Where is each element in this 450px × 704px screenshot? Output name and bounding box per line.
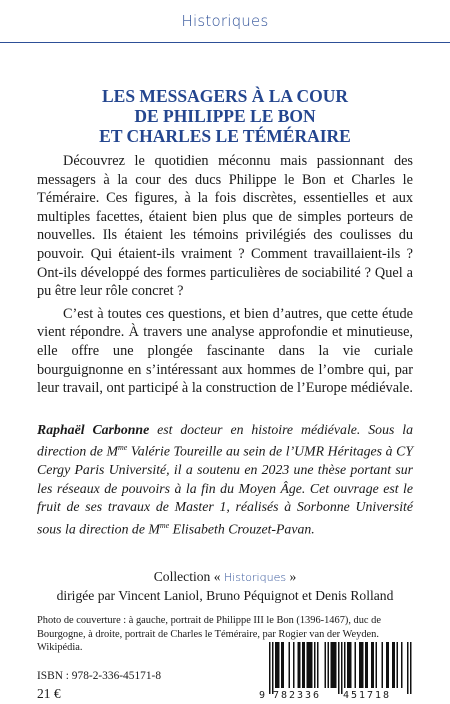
barcode-bar bbox=[328, 642, 330, 688]
barcode-bar bbox=[334, 642, 336, 688]
series-divider bbox=[0, 42, 450, 43]
barcode-bar bbox=[335, 642, 337, 688]
barcode-bar bbox=[341, 642, 343, 694]
barcode-bar bbox=[362, 642, 364, 688]
barcode-bar bbox=[382, 642, 384, 688]
barcode bbox=[257, 640, 423, 700]
barcode-bar bbox=[277, 642, 279, 688]
collection-line bbox=[0, 568, 450, 587]
barcode-bar bbox=[347, 642, 349, 688]
barcode-bar bbox=[304, 642, 306, 688]
barcode-left-digits: 782336 bbox=[272, 690, 322, 700]
barcode-bar bbox=[332, 642, 334, 688]
title-line-1: LES MESSAGERS À LA COUR bbox=[101, 86, 349, 106]
barcode-bar bbox=[397, 642, 399, 688]
bio-text-3: Elisabeth Crouzet-Pavan. bbox=[169, 521, 315, 537]
barcode-bar bbox=[359, 642, 361, 688]
photo-credit: Photo de couverture : à gauche, portrait de Philippe III le Bon (1396-1467), duc de Bourgogne, à droite, portrait de Charles le Téméraire, par Rogier van der Weyden. Wikipédia. bbox=[37, 615, 381, 654]
description-paragraph-1: Découvrez le quotidien méconnu mais passionnant des messagers à la cour des ducs Philippe le Bon et Charles le Téméraire. Ces figures, à la fois discrètes, essentielles et aux multiples facettes, étaient bien plus que de simples porteurs de nouvelles. Ils étaient les témoins privilégiés des coulisses du pouvoir. Qui étaient-ils vraiment ? Comment travaillaient-ils ? Ont-ils développé des formes particulières de sociabilité ? Quel a pu être leur rôle concret ? bbox=[37, 153, 413, 300]
bio-sup-2: me bbox=[159, 520, 170, 530]
barcode-bar bbox=[272, 642, 274, 694]
price: 21 € bbox=[37, 686, 61, 701]
barcode-bar bbox=[373, 642, 375, 688]
barcode-bar bbox=[355, 642, 357, 688]
barcode-right-digits: 451718 bbox=[342, 690, 392, 700]
barcode-bar bbox=[338, 642, 340, 694]
barcode-bar bbox=[325, 642, 327, 688]
bio-text-2: Valérie Toureille au sein de l’UMR Héritages à CY Cergy Paris Université, il a soutenu en 2023 une thèse portant sur les réseaux de pouvoirs à la fin du Moyen Âge. Cet ouvrage est le fruit de ses travaux de Master 1, réalisés à Sorbonne Université sous la direction de M bbox=[37, 444, 413, 537]
barcode-bar bbox=[310, 642, 312, 688]
barcode-bar bbox=[269, 642, 271, 694]
description-paragraph-2: C’est à toutes ces questions, et bien d’autres, que cette étude vient répondre. À travers une analyse approfondie et minutieuse, elle offre une plongée fascinante dans la vie curiale bourguignonne en s’intéressant aux hommes de l’ombre qui, par leur travail, ont participé à la construction de l’Europe médiévale. bbox=[37, 305, 413, 397]
barcode-bar bbox=[283, 642, 285, 688]
isbn: ISBN : 978-2-336-45171-8 bbox=[37, 670, 162, 682]
barcode-bar bbox=[371, 642, 373, 688]
barcode-bar bbox=[386, 642, 388, 688]
barcode-bar bbox=[331, 642, 333, 688]
barcode-graphic bbox=[257, 640, 423, 700]
bio-text-1: est docteur en histoire médiévale. Sous la direction de M bbox=[37, 422, 414, 459]
barcode-bar bbox=[275, 642, 277, 688]
barcode-bar bbox=[293, 642, 295, 688]
barcode-bar bbox=[410, 642, 412, 694]
barcode-bar bbox=[365, 642, 367, 688]
barcode-bar bbox=[299, 642, 301, 688]
book-description bbox=[37, 152, 413, 398]
collection-prefix: Collection « bbox=[153, 569, 221, 584]
barcode-bar bbox=[367, 642, 369, 688]
barcode-bar bbox=[401, 642, 403, 688]
barcode-bar bbox=[308, 642, 310, 688]
barcode-bar bbox=[298, 642, 300, 688]
author-name: Raphaël Carbonne bbox=[37, 422, 150, 437]
series-name: Historiques bbox=[181, 12, 269, 30]
collection-info bbox=[0, 568, 450, 605]
collection-suffix: » bbox=[289, 569, 297, 584]
barcode-bar bbox=[311, 642, 313, 688]
author-biography bbox=[37, 421, 413, 539]
title-line-2: DE PHILIPPE LE BON bbox=[134, 106, 316, 126]
barcode-first-digit: 9 bbox=[259, 690, 266, 700]
collection-directors: dirigée par Vincent Laniol, Bruno Péquignot et Denis Rolland bbox=[56, 588, 394, 603]
barcode-bar bbox=[394, 642, 396, 688]
barcode-bar bbox=[388, 642, 390, 688]
barcode-bar bbox=[350, 642, 352, 688]
barcode-bar bbox=[392, 642, 394, 688]
collection-name: Historiques bbox=[223, 571, 287, 584]
barcode-bar bbox=[317, 642, 319, 688]
barcode-bar bbox=[349, 642, 351, 688]
barcode-bar bbox=[289, 642, 291, 688]
barcode-bar bbox=[376, 642, 378, 688]
barcode-bar bbox=[278, 642, 280, 688]
barcode-bar bbox=[302, 642, 304, 688]
bio-sup-1: me bbox=[117, 443, 128, 453]
title-line-3: ET CHARLES LE TÉMÉRAIRE bbox=[99, 126, 351, 146]
barcode-bar bbox=[314, 642, 316, 688]
barcode-bar bbox=[361, 642, 363, 688]
barcode-bar bbox=[307, 642, 309, 688]
barcode-bar bbox=[344, 642, 346, 688]
book-title bbox=[60, 86, 390, 146]
barcode-bar bbox=[281, 642, 283, 688]
barcode-bar bbox=[407, 642, 409, 694]
